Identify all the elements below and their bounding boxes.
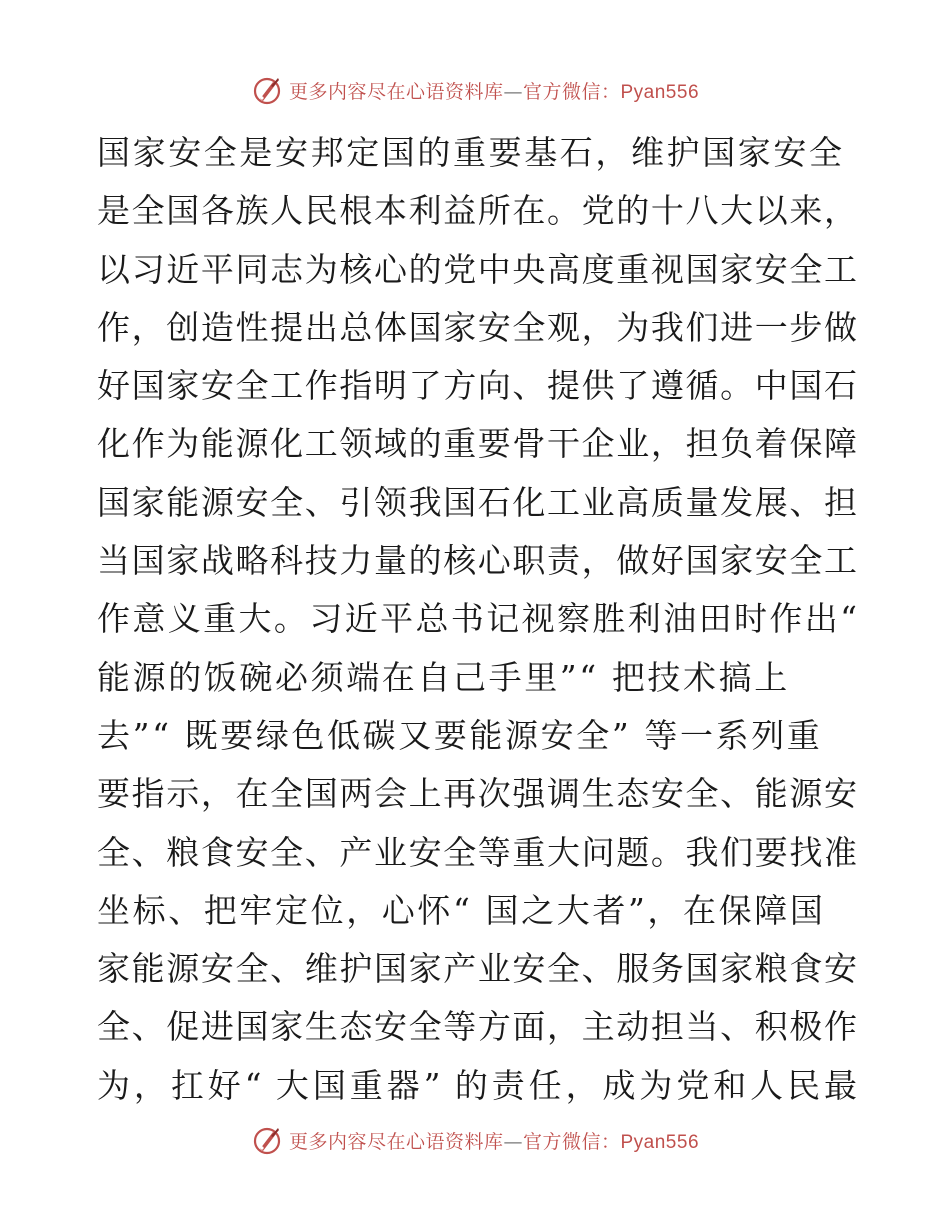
body-line: 好国家安全工作指明了方向、提供了遵循。中国石 [97, 366, 857, 406]
body-line: 是全国各族人民根本利益所在。党的十八大以来， [97, 191, 857, 231]
header-banner-main: 更多内容尽在心语资料库 [288, 80, 504, 103]
body-line: 作意义重大。习近平总书记视察胜利油田时作出“ [97, 599, 857, 639]
footer-banner-content [251, 1124, 699, 1156]
footer-banner-wechat-id: Pyan556 [620, 1131, 700, 1153]
body-line: 坐标、把牢定位，心怀“ 国之大者”，在保障国 [97, 890, 826, 930]
header-banner-separator: — [503, 80, 523, 103]
body-line: 国家能源安全、引领我国石化工业高质量发展、担 [97, 482, 857, 522]
body-line: 当国家战略科技力量的核心职责，做好国家安全工 [97, 541, 857, 581]
quill-logo-icon [251, 74, 283, 106]
body-line: 能源的饭碗必须端在自己手里”“ 把技术搞上 [97, 657, 790, 697]
footer-banner-main: 更多内容尽在心语资料库 [288, 1130, 504, 1153]
body-line: 国家安全是安邦定国的重要基石，维护国家安全 [97, 133, 845, 172]
header-banner [0, 70, 950, 110]
body-line: 要指示，在全国两会上再次强调生态安全、能源安 [97, 774, 857, 814]
header-banner-wechat-label: 官方微信： [522, 80, 621, 103]
header-banner-text [289, 77, 699, 104]
quill-logo-icon [251, 1124, 283, 1156]
footer-banner [0, 1120, 950, 1160]
footer-banner-separator: — [503, 1130, 523, 1153]
body-line: 以习近平同志为核心的党中央高度重视国家安全工 [97, 249, 857, 289]
footer-banner-wechat-label: 官方微信： [522, 1130, 621, 1153]
footer-banner-text [289, 1127, 699, 1154]
header-banner-wechat-id: Pyan556 [620, 81, 700, 103]
document-body [97, 124, 857, 1115]
body-line: 家能源安全、维护国家产业安全、服务国家粮食安 [97, 949, 857, 989]
body-line: 化作为能源化工领域的重要骨干企业，担负着保障 [97, 424, 857, 464]
body-line: 作，创造性提出总体国家安全观，为我们进一步做 [97, 307, 857, 347]
body-line: 全、粮食安全、产业安全等重大问题。我们要找准 [97, 832, 857, 872]
body-line: 为，扛好“ 大国重器” 的责任，成为党和人民最 [97, 1065, 857, 1105]
header-banner-content [251, 74, 699, 106]
body-line: 去”“ 既要绿色低碳又要能源安全” 等一系列重 [97, 715, 823, 755]
body-line: 全、促进国家生态安全等方面，主动担当、积极作 [97, 1007, 857, 1047]
